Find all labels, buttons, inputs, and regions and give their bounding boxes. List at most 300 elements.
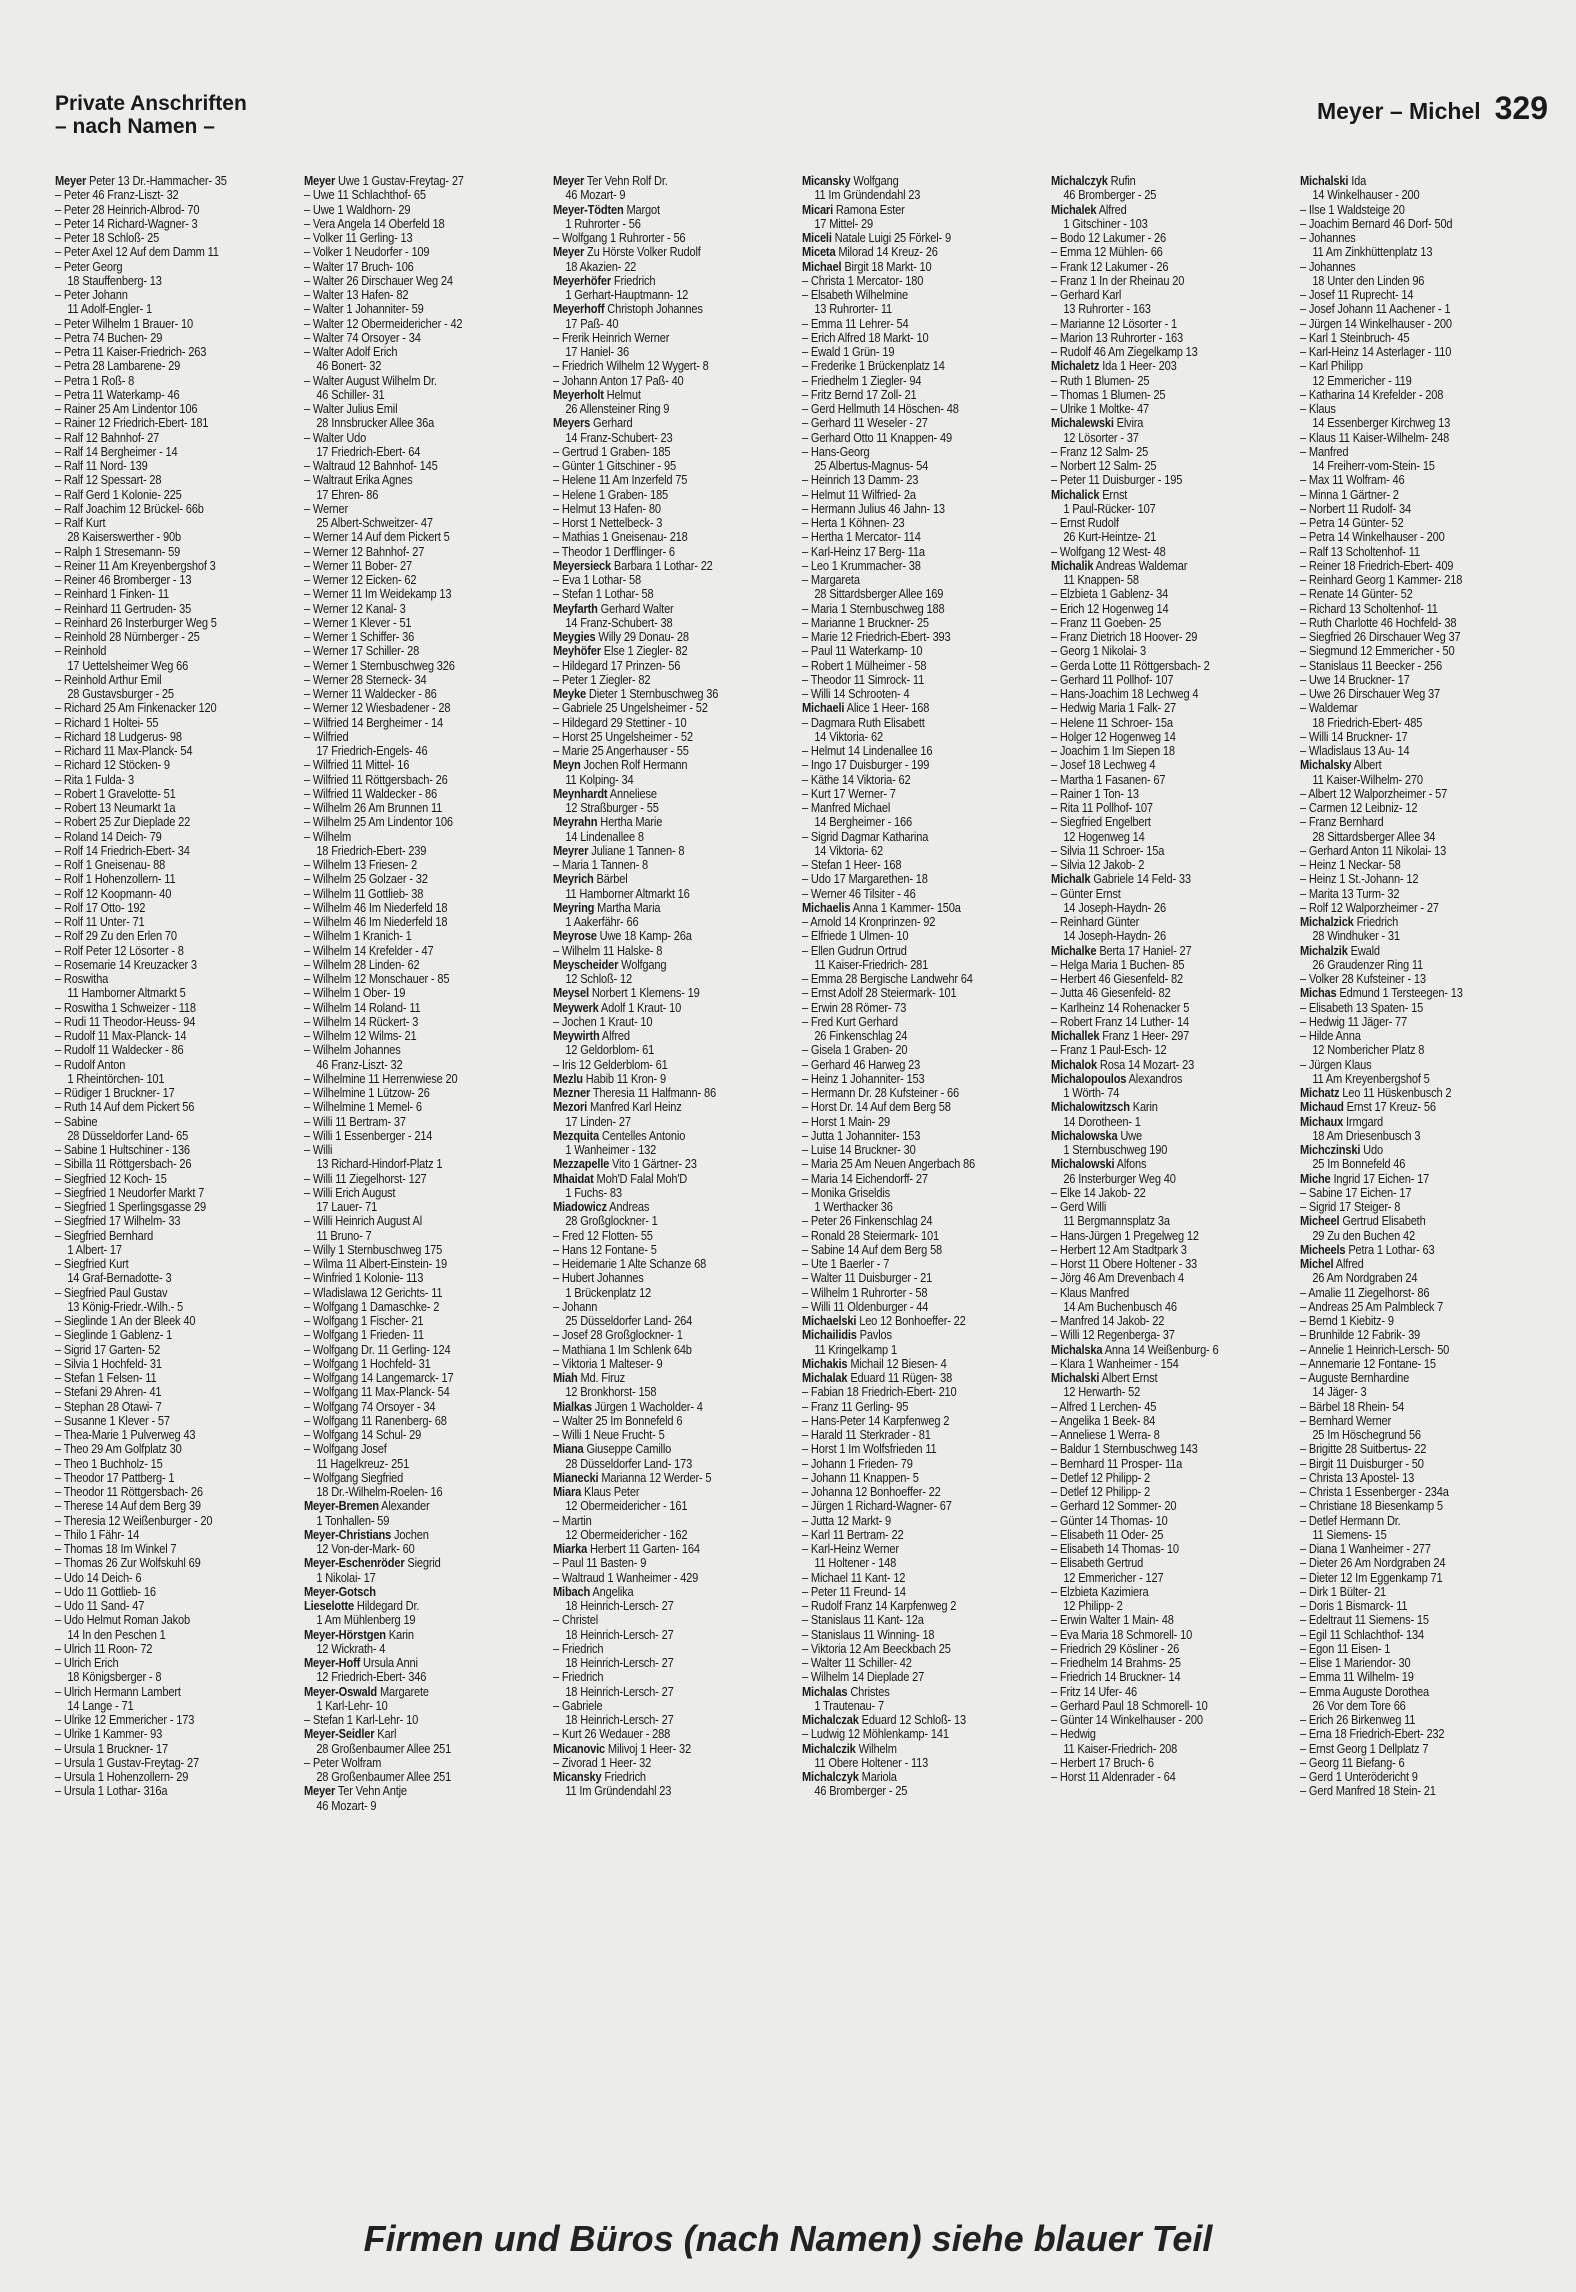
directory-entry: 14 Franz-Schubert- 23: [565, 430, 673, 445]
directory-entry: – Gerhard Paul 18 Schmorell- 10: [1051, 1698, 1208, 1713]
directory-entry: 11 Holtener - 148: [814, 1556, 897, 1571]
directory-entry: 11 Bergmannsplatz 3a: [1063, 1214, 1170, 1229]
directory-entry: 11 Bruno- 7: [316, 1228, 372, 1243]
directory-entry: 28 Windhuker - 31: [1312, 929, 1400, 944]
directory-entry: 18 Friedrich-Ebert- 485: [1312, 715, 1423, 730]
directory-entry: 14 Lindenallee 8: [565, 829, 644, 844]
name-range: Meyer – Michel: [1316, 98, 1481, 124]
directory-entry: – Werner 1 Sternbuschweg 326: [304, 658, 455, 673]
directory-entry: – Wolfgang 1 Ruhrorter - 56: [553, 231, 686, 245]
directory-entry: – Katharina 14 Krefelder - 208: [1300, 387, 1444, 402]
directory-entry: – Wilhelm 14 Roland- 11: [304, 1000, 421, 1015]
directory-entry: – Maria 1 Sternbuschweg 188: [802, 601, 945, 616]
directory-entry: 25 Im Bonnefeld 46: [1312, 1157, 1406, 1172]
directory-entry: – Wilhelm 12 Monschauer - 85: [304, 972, 450, 986]
section-heading: [55, 92, 247, 138]
directory-entry: 1 Rheintörchen- 101: [67, 1071, 165, 1086]
directory-entry: – Frederike 1 Brückenplatz 14: [802, 359, 945, 374]
directory-entry: – Wolfgang 11 Ranenberg- 68: [304, 1413, 447, 1428]
directory-entry: – Ralf 13 Scholtenhof- 11: [1300, 544, 1420, 559]
directory-entry: – Rudolf 46 Am Ziegelkamp 13: [1051, 345, 1198, 359]
directory-entry: – Elisabeth 14 Thomas- 10: [1051, 1542, 1179, 1556]
directory-entry: – Helene 11 Schroer- 15a: [1051, 715, 1173, 730]
directory-entry: – Elke 14 Jakob- 22: [1051, 1185, 1146, 1200]
directory-entry: – Wolfgang Dr. 11 Gerling- 124: [304, 1342, 451, 1357]
directory-entry: 18 Heinrich-Lersch- 27: [565, 1627, 674, 1642]
directory-entry: 1 Wörth- 74: [1063, 1086, 1120, 1100]
directory-entry: – Wilfried 11 Mittel- 16: [304, 758, 410, 773]
directory-entry: – Walter 11 Schiller- 42: [802, 1656, 912, 1670]
column-4: [802, 174, 1021, 2199]
directory-entry: 28 Düsseldorfer Land- 65: [67, 1128, 189, 1143]
directory-entry: – Günter 14 Thomas- 10: [1051, 1513, 1168, 1528]
directory-entry: Michalczak Eduard 12 Schloß- 13: [802, 1713, 966, 1727]
directory-entry: – Sibilla 11 Röttgersbach- 26: [55, 1157, 192, 1172]
directory-entry: – Egil 11 Schlachthof- 134: [1300, 1627, 1424, 1642]
directory-entry: – Diana 1 Wanheimer - 277: [1300, 1542, 1431, 1556]
directory-entry: – Klara 1 Wanheimer - 154: [1051, 1356, 1179, 1371]
directory-entry: – Emma Auguste Dorothea: [1300, 1684, 1430, 1699]
directory-entry: Meywerk Adolf 1 Kraut- 10: [553, 1000, 682, 1015]
directory-entry: – Walter 25 Im Bonnefeld 6: [553, 1413, 683, 1428]
directory-entry: – Peter 26 Finkenschlag 24: [802, 1214, 933, 1229]
directory-entry: – Karl-Heinz 17 Berg- 11a: [802, 544, 925, 559]
directory-entry: – Klaus: [1300, 402, 1336, 416]
directory-entry: – Volker 1 Neudorfer - 109: [304, 245, 430, 260]
directory-entry: – Robert 1 Gravelotte- 51: [55, 786, 176, 801]
directory-entry: Meyscheider Wolfgang: [553, 957, 667, 972]
directory-entry: – Maria 1 Tannen- 8: [553, 858, 649, 872]
directory-entry: 28 Großenbaumer Allee 251: [316, 1770, 452, 1784]
directory-entry: – Hermann Julius 46 Jahn- 13: [802, 501, 945, 516]
directory-entry: – Udo 17 Margarethen- 18: [802, 872, 928, 887]
directory-entry: Mezner Theresia 11 Halfmann- 86: [553, 1086, 716, 1100]
directory-entry: – Thomas 26 Zur Wolfskuhl 69: [55, 1556, 201, 1571]
directory-entry: – Peter Johann: [55, 288, 128, 302]
directory-entry: – Thomas 18 Im Winkel 7: [55, 1542, 177, 1556]
directory-entry: – Wilhelm 25 Golzaer - 32: [304, 872, 428, 887]
directory-entry: – Maria 25 Am Neuen Angerbach 86: [802, 1157, 976, 1172]
directory-entry: Michalowska Uwe: [1051, 1128, 1142, 1143]
directory-entry: – Reinhard 1 Finken- 11: [55, 587, 170, 602]
directory-entry: – Elzbieta 1 Gablenz- 34: [1051, 587, 1169, 602]
directory-entry: – Rolf 12 Koopmann- 40: [55, 886, 172, 901]
directory-entry: 11 Kolping- 34: [565, 772, 634, 787]
directory-entry: Michalek Alfred: [1051, 202, 1127, 217]
directory-entry: – Udo 14 Deich- 6: [55, 1570, 142, 1585]
directory-entry: Meyer-Oswald Margarete: [304, 1684, 429, 1699]
directory-entry: – Manfred 14 Jakob- 22: [1051, 1314, 1165, 1328]
directory-entry: 17 Ehren- 86: [316, 487, 379, 502]
footer-note: Firmen und Büros (nach Namen) siehe blauer Teil: [363, 2218, 1213, 2259]
directory-entry: 14 Joseph-Haydn- 26: [1063, 929, 1166, 944]
directory-entry: – Franz 1 In der Rheinau 20: [1051, 273, 1185, 288]
directory-entry: – Holger 12 Hogenweg 14: [1051, 729, 1176, 744]
directory-entry: – Silvia 1 Hochfeld- 31: [55, 1356, 162, 1371]
directory-entry: – Karl-Heinz 14 Asterlager - 110: [1300, 345, 1452, 359]
directory-entry: – Werner 11 Waldecker - 86: [304, 687, 437, 701]
directory-entry: – Roland 14 Deich- 79: [55, 829, 162, 844]
directory-entry: – Siegfried Engelbert: [1051, 815, 1151, 830]
column-5: [1051, 174, 1270, 2199]
directory-entry: – Hedwig Maria 1 Falk- 27: [1051, 701, 1176, 716]
directory-entry: – Ewald 1 Grün- 19: [802, 345, 895, 359]
directory-entry: 1 Gitschiner - 103: [1063, 216, 1148, 231]
directory-entry: 1 Paul-Rücker- 107: [1063, 501, 1156, 516]
directory-entry: – Werner 11 Bober- 27: [304, 558, 413, 573]
directory-entry: 17 Friedrich-Engels- 46: [316, 744, 428, 758]
section-subtitle: – nach Namen –: [55, 115, 215, 138]
directory-entry: 13 Ruhrorter- 11: [814, 302, 892, 317]
directory-entry: Meyn Jochen Rolf Hermann: [553, 758, 688, 773]
directory-entry: – Ingo 17 Duisburger - 199: [802, 758, 930, 773]
directory-entry: – Dirk 1 Bülter- 21: [1300, 1584, 1386, 1599]
directory-entry: – Emma 11 Lehrer- 54: [802, 316, 909, 331]
directory-entry: Mialkas Jürgen 1 Wacholder- 4: [553, 1399, 703, 1414]
directory-entry: – Heinz 1 Neckar- 58: [1300, 858, 1401, 872]
directory-entry: – Willi Erich August: [304, 1185, 396, 1200]
directory-entry: – Peter 28 Heinrich-Albrod- 70: [55, 202, 200, 217]
directory-entry: – Reinhard Georg 1 Kammer- 218: [1300, 573, 1463, 587]
directory-entry: – Ellen Gudrun Ortrud: [802, 943, 907, 958]
directory-entry: 14 In den Peschen 1: [67, 1627, 166, 1642]
directory-entry: – Wolfgang 1 Damaschke- 2: [304, 1299, 440, 1314]
directory-entry: 18 Stauffenberg- 13: [67, 273, 162, 288]
directory-entry: – Heinz 1 Johanniter- 153: [802, 1071, 925, 1086]
directory-entry: – Gerda Lotte 11 Röttgersbach- 2: [1051, 658, 1210, 673]
directory-entry: – Viktoria 12 Am Beeckbach 25: [802, 1641, 951, 1656]
directory-entry: 26 Allensteiner Ring 9: [565, 402, 670, 416]
directory-entry: Meyer Ter Vehn Antje: [304, 1784, 407, 1799]
directory-entry: – Walter 11 Duisburger - 21: [802, 1271, 933, 1286]
directory-entry: Meyersieck Barbara 1 Lothar- 22: [553, 558, 713, 573]
directory-entry: 26 Graudenzer Ring 11: [1312, 957, 1424, 972]
directory-entry: 1 Trautenau- 7: [814, 1698, 884, 1713]
directory-entry: Michalska Anna 14 Weißenburg- 6: [1051, 1342, 1219, 1357]
directory-entry: – Willi 1 Neue Frucht- 5: [553, 1428, 665, 1442]
directory-entry: – Rudolf Franz 14 Karpfenweg 2: [802, 1599, 957, 1613]
directory-entry: Michatz Leo 11 Hüskenbusch 2: [1300, 1086, 1452, 1100]
directory-entry: – Horst 1 Main- 29: [802, 1114, 890, 1129]
directory-entry: – Johannes: [1300, 259, 1356, 274]
directory-entry: – Wilhelm 14 Krefelder - 47: [304, 943, 434, 958]
directory-entry: – Auguste Bernhardine: [1300, 1371, 1410, 1385]
directory-entry: – Wolfgang 74 Orsoyer - 34: [304, 1399, 436, 1414]
directory-entry: 28 Düsseldorfer Land- 173: [565, 1456, 693, 1471]
directory-entry: – Franz 1 Paul-Esch- 12: [1051, 1043, 1167, 1058]
directory-entry: – Willi 11 Oldenburger - 44: [802, 1299, 929, 1314]
directory-entry: 14 Lange - 71: [67, 1698, 134, 1713]
directory-entry: Michalke Berta 17 Haniel- 27: [1051, 943, 1192, 958]
directory-entry: – Horst Dr. 14 Auf dem Berg 58: [802, 1100, 951, 1115]
directory-entry: – Horst 11 Aldenrader - 64: [1051, 1770, 1176, 1784]
directory-entry: – Paul 11 Waterkamp- 10: [802, 644, 923, 659]
directory-entry: Meyerhöfer Friedrich: [553, 273, 656, 288]
directory-entry: Michaletz Ida 1 Heer- 203: [1051, 359, 1177, 374]
directory-entry: – Willi: [304, 1143, 333, 1157]
directory-entry: 11 Kringelkamp 1: [814, 1342, 897, 1357]
directory-entry: – Willi Heinrich August Al: [304, 1214, 423, 1229]
directory-entry: – Hildegard 29 Stettiner - 10: [553, 715, 687, 730]
directory-entry: 11 Hamborner Altmarkt 5: [67, 986, 186, 1001]
directory-entry: – Siegfried 17 Wilhelm- 33: [55, 1214, 181, 1229]
directory-entry: – Johann 11 Knappen- 5: [802, 1470, 919, 1485]
directory-entry: Miana Giuseppe Camillo: [553, 1442, 672, 1457]
directory-entry: – Johann 1 Frieden- 79: [802, 1456, 913, 1471]
directory-entry: – Wilhelm 11 Halske- 8: [553, 943, 663, 958]
directory-entry: Michalczik Wilhelm: [802, 1741, 897, 1756]
directory-entry: – Ulrich Hermann Lambert: [55, 1684, 181, 1699]
directory-entry: – Elisabeth 13 Spaten- 15: [1300, 1000, 1424, 1015]
directory-entry: – Friedhelm 1 Ziegler- 94: [802, 373, 922, 388]
directory-entry: – Manfred: [1300, 444, 1349, 459]
directory-entry: – Rudolf Anton: [55, 1057, 126, 1072]
directory-entry: 25 Im Höschegrund 56: [1312, 1428, 1421, 1442]
directory-entry: 12 Friedrich-Ebert- 346: [316, 1670, 427, 1685]
directory-entry: Meyer-Eschenröder Siegrid: [304, 1556, 441, 1571]
directory-entry: – Ursula 1 Hohenzollern- 29: [55, 1770, 189, 1784]
directory-entry: Michalok Rosa 14 Mozart- 23: [1051, 1057, 1195, 1072]
directory-entry: Meyer-Gotsch: [304, 1584, 376, 1599]
directory-entry: 11 Kaiser-Friedrich- 281: [814, 957, 929, 972]
directory-entry: – Albert 12 Walporzheimer - 57: [1300, 786, 1448, 801]
directory-entry: – Richard 12 Stöcken- 9: [55, 758, 170, 773]
directory-entry: – Bernhard Werner: [1300, 1413, 1392, 1428]
directory-entry: 11 Am Kreyenbergshof 5: [1312, 1071, 1430, 1086]
directory-entry: 13 König-Friedr.-Wilh.- 5: [67, 1299, 184, 1314]
directory-entry: Michas Edmund 1 Tersteegen- 13: [1300, 986, 1463, 1001]
directory-entry: Michaeli Alice 1 Heer- 168: [802, 701, 930, 716]
directory-entry: – Hilde Anna: [1300, 1029, 1361, 1043]
directory-entry: – Reiner 11 Am Kreyenbergshof 3: [55, 558, 216, 573]
directory-entry: – Theresia 12 Weißenburger - 20: [55, 1513, 213, 1528]
directory-entry: – Manfred Michael: [802, 801, 891, 815]
directory-entry: – Hans 12 Fontane- 5: [553, 1242, 657, 1257]
directory-entry: Meyrose Uwe 18 Kamp- 26a: [553, 929, 692, 944]
directory-entry: 46 Bromberger - 25: [1063, 188, 1157, 203]
directory-entry: – Uwe 26 Dirschauer Weg 37: [1300, 687, 1440, 701]
directory-entry: Mhaidat Moh'D Falal Moh'D: [553, 1171, 688, 1186]
directory-entry: – Gerhard Otto 11 Knappen- 49: [802, 430, 952, 445]
directory-entry: 1 Fuchs- 83: [565, 1185, 622, 1200]
directory-entry: Miarka Herbert 11 Garten- 164: [553, 1542, 700, 1556]
page-header-right: [1317, 90, 1548, 127]
directory-entry: 12 Von-der-Mark- 60: [316, 1542, 415, 1556]
directory-entry: – Robert Franz 14 Luther- 14: [1051, 1014, 1189, 1029]
directory-entry: Meyer-Bremen Alexander: [304, 1499, 430, 1514]
directory-entry: – Volker 28 Kufsteiner - 13: [1300, 972, 1426, 986]
directory-entry: – Brigitte 28 Suitbertus- 22: [1300, 1442, 1427, 1457]
directory-entry: – Egon 11 Eisen- 1: [1300, 1641, 1391, 1656]
directory-entry: – Elisabeth 11 Oder- 25: [1051, 1527, 1164, 1542]
directory-entry: – Richard 11 Max-Planck- 54: [55, 744, 193, 758]
directory-entry: – Monika Griseldis: [802, 1185, 890, 1200]
directory-entry: – Franz Dietrich 18 Hoover- 29: [1051, 630, 1198, 644]
directory-entry: – Kurt 17 Werner- 7: [802, 786, 896, 801]
directory-entry: – Rita 1 Fulda- 3: [55, 772, 134, 787]
directory-entry: – Detlef Hermann Dr.: [1300, 1513, 1401, 1528]
directory-entry: 17 Linden- 27: [565, 1114, 631, 1129]
directory-entry: Meyrahn Hertha Marie: [553, 815, 663, 830]
directory-entry: – Ralf Joachim 12 Brückel- 66b: [55, 501, 204, 516]
directory-entry: – Gerd Manfred 18 Stein- 21: [1300, 1784, 1436, 1799]
directory-entry: – Jürgen 14 Winkelhauser - 200: [1300, 316, 1452, 331]
directory-entry: Michaelski Leo 12 Bonhoeffer- 22: [802, 1314, 966, 1328]
directory-entry: 18 Akazien- 22: [565, 259, 637, 274]
directory-entry: – Wilhelmine 1 Lützow- 26: [304, 1086, 430, 1100]
directory-entry: – Wilhelm 26 Am Brunnen 11: [304, 801, 443, 815]
directory-entry: – Reinhold: [55, 644, 107, 659]
directory-entry: 12 Bronkhorst- 158: [565, 1385, 657, 1400]
directory-entry: – Ilse 1 Waldsteige 20: [1300, 202, 1405, 217]
directory-entry: – Franz 11 Goeben- 25: [1051, 615, 1162, 630]
directory-entry: – Willi 14 Schrooten- 4: [802, 687, 910, 701]
directory-entry: – Fritz Bernd 17 Zoll- 21: [802, 387, 917, 402]
directory-entry: – Karl 1 Steinbruch- 45: [1300, 330, 1410, 345]
directory-entry: – Martin: [553, 1513, 592, 1528]
directory-entry: Michalopoulos Alexandros: [1051, 1071, 1183, 1086]
directory-entry: Meyer Peter 13 Dr.-Hammacher- 35: [55, 174, 227, 188]
directory-entry: – Rainer 1 Ton- 13: [1051, 786, 1139, 801]
directory-entry: – Udo Helmut Roman Jakob: [55, 1613, 190, 1628]
directory-entry: – Ralph 1 Stresemann- 59: [55, 544, 181, 559]
directory-entry: – Ernst Rudolf: [1051, 516, 1119, 530]
directory-entry: – Gisela 1 Graben- 20: [802, 1043, 908, 1058]
directory-entry: 26 Vor dem Tore 66: [1312, 1698, 1406, 1713]
directory-entry: – Ulrich Erich: [55, 1656, 119, 1670]
directory-entry: – Rainer 25 Am Lindentor 106: [55, 402, 198, 416]
directory-entry: – Wilhelm 14 Rückert- 3: [304, 1014, 419, 1029]
directory-entry: – Dieter 26 Am Nordgraben 24: [1300, 1556, 1446, 1571]
directory-entry: – Reinhold 28 Nürnberger - 25: [55, 630, 200, 644]
directory-entry: – Josef 18 Lechweg 4: [1051, 758, 1156, 773]
directory-entry: – Willi 14 Bruckner- 17: [1300, 729, 1408, 744]
directory-entry: – Wilhelm 1 Kranich- 1: [304, 929, 412, 944]
directory-entry: – Waltraud 12 Bahnhof- 145: [304, 459, 438, 473]
directory-entry: 12 Philipp- 2: [1063, 1599, 1123, 1613]
directory-entry: – Susanne 1 Klever - 57: [55, 1413, 170, 1428]
directory-entry: – Friedhelm 14 Brahms- 25: [1051, 1656, 1181, 1670]
directory-entry: – Richard 18 Ludgerus- 98: [55, 729, 182, 744]
directory-entry: – Anneliese 1 Werra- 8: [1051, 1428, 1160, 1442]
directory-entry: – Robert 13 Neumarkt 1a: [55, 801, 176, 815]
directory-entry: 14 Freiherr-vom-Stein- 15: [1312, 459, 1435, 473]
directory-entry: – Leo 1 Krummacher- 38: [802, 558, 921, 573]
directory-entry: – Max 11 Wolfram- 46: [1300, 473, 1405, 488]
directory-entry: – Theo 29 Am Golfplatz 30: [55, 1442, 182, 1457]
directory-entry: – Wilhelm 1 Ruhrorter - 58: [802, 1285, 928, 1300]
directory-entry: – Waldemar: [1300, 701, 1358, 716]
directory-entry: 11 Adolf-Engler- 1: [67, 302, 153, 317]
directory-entry: – Baldur 1 Sternbuschweg 143: [1051, 1442, 1198, 1457]
directory-entry: 12 Hogenweg 14: [1063, 829, 1145, 844]
directory-entry: 26 Kurt-Heintze- 21: [1063, 530, 1157, 545]
directory-entry: – Jochen 1 Kraut- 10: [553, 1014, 653, 1029]
directory-entry: Meyer-Hörstgen Karin: [304, 1627, 414, 1642]
directory-entry: – Werner 14 Auf dem Pickert 5: [304, 530, 450, 545]
directory-entry: 18 Friedrich-Ebert- 239: [316, 843, 427, 858]
directory-entry: Michallek Franz 1 Heer- 297: [1051, 1029, 1190, 1043]
directory-entry: – Fabian 18 Friedrich-Ebert- 210: [802, 1385, 957, 1400]
directory-entry: – Edeltraut 11 Siemens- 15: [1300, 1613, 1429, 1628]
directory-entry: Michalczyk Rufin: [1051, 174, 1136, 188]
directory-entry: – Therese 14 Auf dem Berg 39: [55, 1499, 201, 1514]
directory-entry: – Elisabeth Gertrud: [1051, 1556, 1144, 1571]
directory-entry: – Karl 11 Bertram- 22: [802, 1527, 904, 1542]
directory-entry: – Eva 1 Lothar- 58: [553, 573, 642, 587]
directory-entry: – Käthe 14 Viktoria- 62: [802, 772, 911, 787]
directory-entry: – Arnold 14 Kronprinzen- 92: [802, 915, 936, 929]
directory-entry: – Rainer 12 Friedrich-Ebert- 181: [55, 416, 209, 431]
directory-entry: – Helmut 11 Wilfried- 2a: [802, 487, 916, 502]
directory-entry: – Stanislaus 11 Winning- 18: [802, 1627, 935, 1642]
directory-entry: 14 Dorotheen- 1: [1063, 1114, 1141, 1129]
directory-entry: – Christiane 18 Biesenkamp 5: [1300, 1499, 1443, 1514]
directory-entry: – Walter Udo: [304, 430, 367, 445]
directory-entry: – Uwe 14 Bruckner- 17: [1300, 672, 1410, 687]
directory-entry: – Bodo 12 Lakumer - 26: [1051, 231, 1167, 245]
directory-entry: – Sieglinde 1 Gablenz- 1: [55, 1328, 173, 1343]
directory-entry: Michalzik Ewald: [1300, 943, 1380, 958]
directory-entry: Michakis Michail 12 Biesen- 4: [802, 1356, 947, 1371]
directory-entry: – Rita 11 Pollhof- 107: [1051, 801, 1153, 815]
directory-entry: – Franz 11 Gerling- 95: [802, 1399, 909, 1414]
directory-entry: 28 Innsbrucker Allee 36a: [316, 416, 435, 431]
directory-entry: – Walter Julius Emil: [304, 402, 398, 416]
directory-entry: 14 Jäger- 3: [1312, 1385, 1367, 1400]
directory-entry: – Wilma 11 Albert-Einstein- 19: [304, 1257, 447, 1271]
directory-entry: – Wilfried 11 Waldecker - 86: [304, 786, 438, 801]
directory-entry: – Hedwig: [1051, 1727, 1096, 1742]
directory-entry: – Stefani 29 Ahren- 41: [55, 1385, 162, 1400]
directory-entry: – Wilfried 14 Bergheimer - 14: [304, 715, 444, 730]
directory-entry: – Ursula 1 Lothar- 316a: [55, 1784, 168, 1799]
directory-entry: – Sabine 17 Eichen- 17: [1300, 1185, 1412, 1200]
directory-entry: 14 Graf-Bernadotte- 3: [67, 1271, 172, 1286]
directory-entry: – Kurt 26 Wedauer - 288: [553, 1727, 671, 1742]
directory-entry: – Minna 1 Gärtner- 2: [1300, 487, 1399, 502]
directory-entry: – Wilhelm 46 Im Niederfeld 18: [304, 900, 448, 915]
directory-entry: – Marie 25 Angerhauser - 55: [553, 744, 689, 758]
directory-entry: – Petra 14 Günter- 52: [1300, 516, 1404, 530]
directory-entry: 14 Bergheimer - 166: [814, 815, 913, 830]
directory-entry: Micansky Friedrich: [553, 1770, 646, 1784]
directory-entry: – Willi 11 Bertram- 37: [304, 1114, 406, 1129]
directory-entry: – Christa 1 Mercator- 180: [802, 273, 924, 288]
directory-entry: – Ludwig 12 Möhlenkamp- 141: [802, 1727, 949, 1742]
directory-entry: Meyer Zu Hörste Volker Rudolf: [553, 245, 701, 260]
directory-entry: – Peter 11 Freund- 14: [802, 1584, 906, 1599]
directory-entry: – Theodor 11 Röttgersbach- 26: [55, 1485, 203, 1499]
directory-entry: Meyer Uwe 1 Gustav-Freytag- 27: [304, 174, 464, 188]
directory-entry: – Friedrich: [553, 1670, 604, 1685]
directory-entry: 14 Franz-Schubert- 38: [565, 615, 673, 630]
directory-entry: Meygies Willy 29 Donau- 28: [553, 630, 689, 644]
directory-entry: – Helene 11 Am Inzerfeld 75: [553, 473, 688, 488]
directory-entry: 17 Uettelsheimer Weg 66: [67, 658, 189, 673]
directory-entry: 11 Im Gründendahl 23: [565, 1784, 672, 1799]
directory-entry: 1 Albert- 17: [67, 1242, 122, 1257]
directory-entry: 18 Königsberger - 8: [67, 1670, 162, 1685]
directory-entry: Lieselotte Hildegard Dr.: [304, 1599, 420, 1613]
directory-entry: – Ernst Georg 1 Dellplatz 7: [1300, 1741, 1429, 1756]
directory-entry: – Horst 1 Nettelbeck- 3: [553, 516, 663, 530]
directory-entry: – Uwe 1 Waldhorn- 29: [304, 202, 411, 217]
directory-entry: – Werner: [304, 501, 348, 516]
directory-entry: – Willi 12 Regenberga- 37: [1051, 1328, 1175, 1343]
directory-entry: 12 Obermeidericher - 161: [565, 1499, 688, 1514]
directory-entry: – Sigrid 17 Steiger- 8: [1300, 1200, 1401, 1214]
